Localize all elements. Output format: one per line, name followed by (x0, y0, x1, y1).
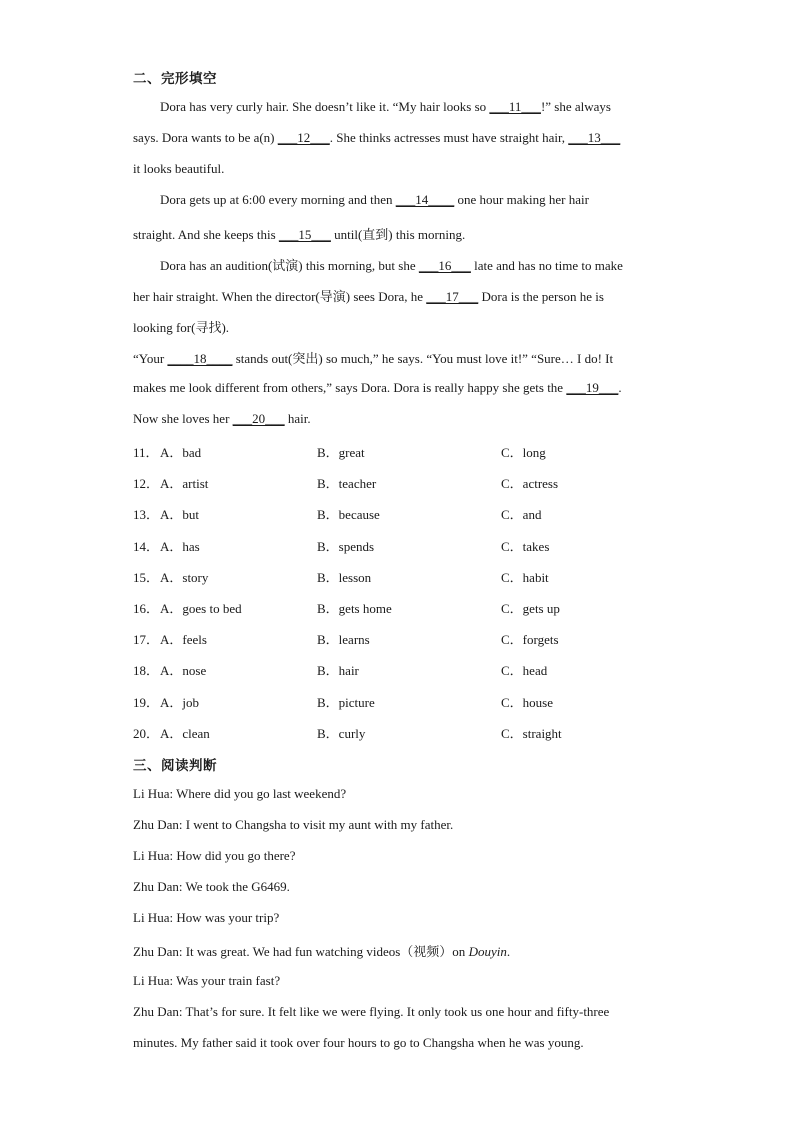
option-a: A．artist (160, 476, 209, 491)
dialogue-line (133, 941, 510, 960)
passage-text: until(直到) this morning. (330, 227, 466, 242)
app-name: Douyin (468, 944, 507, 959)
option-row (133, 536, 663, 554)
dialogue-line: Li Hua: How was your trip? (133, 910, 280, 925)
option-b: B．spends (317, 539, 375, 554)
cloze-line (160, 192, 589, 208)
option-a: A．story (160, 570, 209, 585)
passage-text: Dora has very curly hair. She doesn’t like it. “My hair looks so (160, 99, 490, 114)
question-number: 20． (133, 726, 160, 741)
option-a: A．feels (160, 632, 207, 647)
passage-text: late and has no time to make (470, 258, 623, 273)
option-b: B．because (317, 507, 380, 522)
option-a: A．goes to bed (160, 601, 242, 616)
passage-text: . (618, 380, 622, 395)
question-number: 17． (133, 632, 160, 647)
dialogue-line: Li Hua: Where did you go last weekend? (133, 786, 347, 801)
dialogue-line: Li Hua: How did you go there? (133, 848, 296, 863)
passage-text: Dora has an audition(试演) this morning, but she (160, 258, 419, 273)
option-a: A．has (160, 539, 200, 554)
blank-20: ___20___ (232, 411, 285, 426)
cloze-line: looking for(寻找). (133, 320, 230, 335)
cloze-line (160, 99, 611, 115)
blank-16: ___16___ (418, 258, 471, 273)
option-a: A．bad (160, 445, 202, 460)
option-row (133, 629, 663, 647)
cloze-line (133, 130, 620, 146)
option-c: C．house (501, 695, 554, 710)
option-c: C．takes (501, 539, 550, 554)
option-c: C．habit (501, 570, 549, 585)
passage-text: Now she loves her (133, 411, 233, 426)
passage-text: one hour making her hair (454, 192, 589, 207)
option-b: B．great (317, 445, 365, 460)
option-c: C．long (501, 445, 546, 460)
option-row (133, 660, 663, 678)
option-b: B．lesson (317, 570, 372, 585)
passage-text: hair. (284, 411, 311, 426)
option-c: C．gets up (501, 601, 560, 616)
option-row (133, 442, 663, 460)
cloze-line (133, 348, 613, 367)
dialogue-text: Zhu Dan: It was great. We had fun watching videos（视频）on (133, 944, 469, 959)
question-number: 11． (133, 445, 159, 460)
passage-text: !” she always (540, 99, 611, 114)
option-b: B．gets home (317, 601, 392, 616)
reading-section-title: 三、阅读判断 (133, 758, 217, 774)
option-a: A．nose (160, 663, 207, 678)
option-b: B．learns (317, 632, 370, 647)
blank-14: ___14____ (395, 192, 455, 207)
option-a: A．but (160, 507, 200, 522)
blank-12: ___12___ (277, 130, 330, 145)
dialogue-line: Zhu Dan: That’s for sure. It felt like we were flying. It only took us one hour and fifty-three (133, 1004, 610, 1019)
question-number: 16． (133, 601, 160, 616)
passage-text: Dora is the person he is (478, 289, 604, 304)
cloze-line (160, 255, 623, 274)
cloze-line (133, 286, 604, 305)
dialogue-line: Li Hua: Was your train fast? (133, 973, 281, 988)
blank-15: ___15___ (278, 227, 331, 242)
option-row (133, 473, 663, 491)
question-number: 15． (133, 570, 160, 585)
option-row (133, 567, 663, 585)
option-b: B．teacher (317, 476, 377, 491)
question-number: 13． (133, 507, 160, 522)
passage-text: makes me look different from others,” says Dora. Dora is really happy she gets the (133, 380, 567, 395)
dialogue-line: minutes. My father said it took over four hours to go to Changsha when he was young. (133, 1035, 584, 1050)
question-number: 12． (133, 476, 160, 491)
dialogue-line: Zhu Dan: I went to Changsha to visit my aunt with my father. (133, 817, 454, 832)
passage-text: “Your (133, 351, 168, 366)
option-a: A．job (160, 695, 200, 710)
option-row (133, 692, 663, 710)
blank-17: ___17___ (426, 289, 479, 304)
option-b: B．picture (317, 695, 375, 710)
cloze-line: it looks beautiful. (133, 161, 225, 176)
option-c: C．forgets (501, 632, 559, 647)
option-a: A．clean (160, 726, 210, 741)
cloze-section-title: 二、完形填空 (133, 71, 217, 87)
passage-text: her hair straight. When the director(导演) sees Dora, he (133, 289, 427, 304)
option-row (133, 723, 663, 741)
option-row (133, 504, 663, 522)
dialogue-text: . (506, 944, 511, 959)
passage-text: Dora gets up at 6:00 every morning and then (160, 192, 396, 207)
option-b: B．hair (317, 663, 359, 678)
cloze-line (133, 380, 622, 396)
option-c: C．head (501, 663, 548, 678)
blank-13: ___13___ (568, 130, 621, 145)
passage-text: says. Dora wants to be a(n) (133, 130, 278, 145)
question-number: 14． (133, 539, 160, 554)
option-c: C．straight (501, 726, 562, 741)
question-number: 19． (133, 695, 160, 710)
question-number: 18． (133, 663, 160, 678)
passage-text: . She thinks actresses must have straight hair, (329, 130, 569, 145)
passage-text: straight. And she keeps this (133, 227, 279, 242)
blank-19: ___19___ (566, 380, 619, 395)
dialogue-line: Zhu Dan: We took the G6469. (133, 879, 290, 894)
passage-text: stands out(突出) so much,” he says. “You must love it!” “Sure… I do! It (232, 351, 614, 366)
option-b: B．curly (317, 726, 366, 741)
blank-18: ____18____ (167, 351, 233, 366)
cloze-line (133, 224, 465, 243)
option-row (133, 598, 663, 616)
option-c: C．and (501, 507, 542, 522)
blank-11: ___11___ (489, 99, 541, 114)
option-c: C．actress (501, 476, 559, 491)
cloze-line (133, 411, 311, 427)
